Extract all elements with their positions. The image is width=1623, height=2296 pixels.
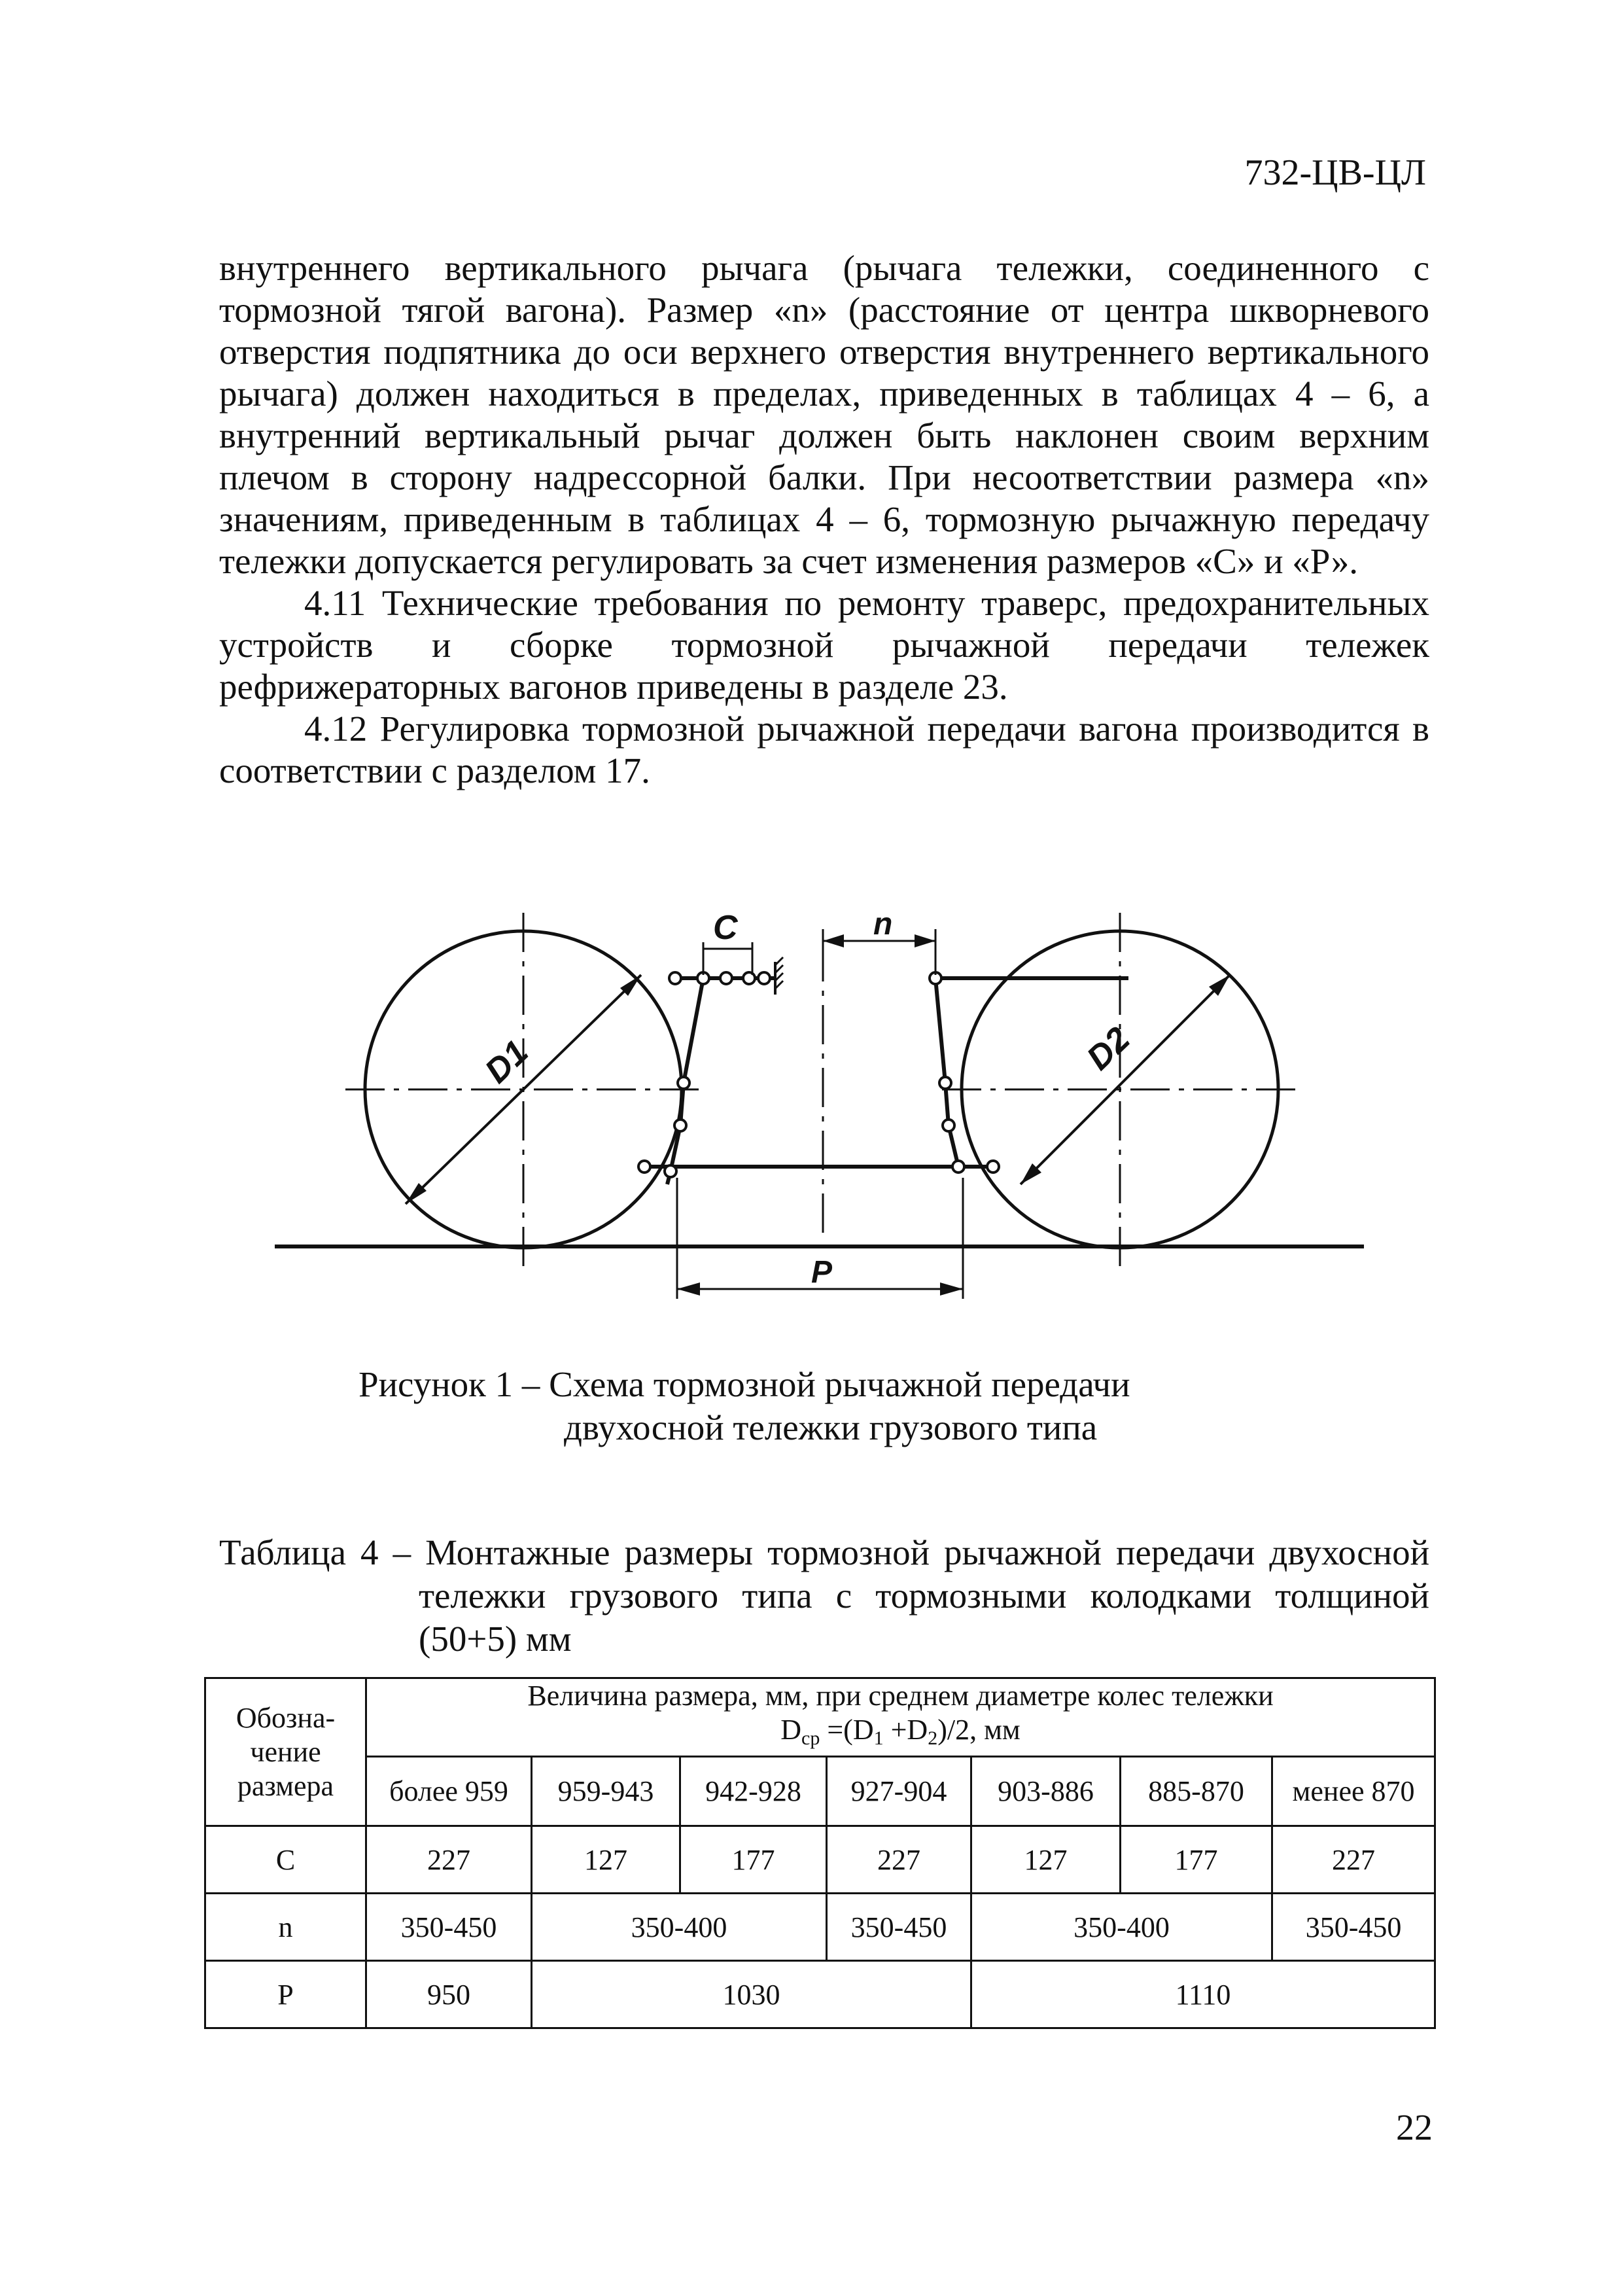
table-title-line-1: Таблица 4 – Монтажные размеры тормозной рычажной передачи двухосной	[219, 1532, 1429, 1572]
table-cell: 350-400	[971, 1894, 1272, 1961]
text-line: тормозной тягой вагона). Размер «n» (расстояние от центра шкворневого	[219, 290, 1429, 330]
figure-caption-line-2: двухосной тележки грузового типа	[564, 1407, 1098, 1447]
table-row-c	[205, 1826, 1435, 1894]
text-line: отверстия подпятника до оси верхнего отверстия внутреннего вертикального	[219, 332, 1429, 372]
header-value-text: Величина размера, мм, при среднем диаметре колес тележки	[527, 1680, 1274, 1712]
diameter-range-cell: 885-870	[1121, 1757, 1272, 1826]
text-line: внутреннего вертикального рычага (рычага тележки, соединенного с	[219, 248, 1429, 288]
diameter-d2-line	[1021, 975, 1230, 1184]
table-cell: 127	[532, 1826, 680, 1894]
table-cell: 950	[366, 1961, 532, 2028]
header-designation: Обозна-чение размера	[205, 1678, 366, 1826]
text-line: 4.12 Регулировка тормозной рычажной передачи вагона производится в	[304, 709, 1429, 749]
label-n: n	[873, 907, 893, 942]
document-code: 732-ЦВ-ЦЛ	[1244, 152, 1426, 193]
text-line: 4.11 Технические требования по ремонту траверс, предохранительных	[304, 583, 1429, 623]
table-cell: 1030	[532, 1961, 971, 2028]
mounting-dimensions-table	[204, 1677, 1436, 2029]
row-label: n	[205, 1894, 366, 1961]
diameter-range-cell: 942-928	[680, 1757, 827, 1826]
table-cell: 1110	[971, 1961, 1435, 2028]
text-line: рефрижераторных вагонов приведены в разделе 23.	[219, 667, 1008, 707]
diameter-range-cell: более 959	[366, 1757, 532, 1826]
text-line: устройств и сборке тормозной рычажной передачи тележек	[219, 625, 1429, 665]
text-line: соответствии с разделом 17.	[219, 751, 650, 790]
paragraph-1	[219, 247, 1429, 582]
text-line: внутренний вертикальный рычаг должен быть наклонен своим верхним	[219, 415, 1429, 455]
table-cell: 227	[1272, 1826, 1435, 1894]
table-cell: 350-450	[827, 1894, 971, 1961]
row-label: Р	[205, 1961, 366, 2028]
label-p: P	[811, 1255, 833, 1290]
text-line: рычага) должен находиться в пределах, приведенных в таблицах 4 – 6, а	[219, 374, 1429, 414]
label-d2: D2	[1079, 1019, 1138, 1078]
table-cell: 227	[366, 1826, 532, 1894]
table-cell: 177	[680, 1826, 827, 1894]
page-number: 22	[1396, 2108, 1433, 2148]
table-cell: 350-450	[366, 1894, 532, 1961]
table-cell: 177	[1121, 1826, 1272, 1894]
diameter-range-cell: 927-904	[827, 1757, 971, 1826]
label-d1: D1	[478, 1033, 536, 1091]
diameter-range-cell: 903-886	[971, 1757, 1121, 1826]
label-c: C	[713, 909, 738, 947]
text-line: значениям, приведенным в таблицах 4 – 6, тормозную рычажную передачу	[219, 499, 1429, 539]
table-cell: 350-400	[532, 1894, 827, 1961]
table-title-line-2: тележки грузового типа с тормозными колодками толщиной	[419, 1576, 1429, 1616]
header-value-formula: $D_{ср} =(D_1 +D_2)/2$, мм	[780, 1714, 1021, 1749]
text-line: тележки допускается регулировать за счет изменения размеров «С» и «Р».	[219, 541, 1358, 581]
brake-linkage-diagram	[262, 870, 1374, 1328]
paragraph-2	[219, 582, 1429, 708]
table-row-p	[205, 1961, 1435, 2028]
table-cell: 350-450	[1272, 1894, 1435, 1961]
table-row-n	[205, 1894, 1435, 1961]
paragraph-3	[219, 708, 1429, 792]
table-cell: 127	[971, 1826, 1121, 1894]
diameter-range-cell: менее 870	[1272, 1757, 1435, 1826]
row-label: С	[205, 1826, 366, 1894]
figure-caption-line-1: Рисунок 1 – Схема тормозной рычажной передачи	[358, 1364, 1130, 1404]
right-vertical-lever	[935, 978, 958, 1167]
left-vertical-lever	[671, 978, 703, 1171]
table-cell: 227	[827, 1826, 971, 1894]
diameter-range-cell: 959-943	[532, 1757, 680, 1826]
text-line: плечом в сторону надрессорной балки. При несоответствии размера «n»	[219, 457, 1429, 497]
table-title-line-3: (50+5) мм	[419, 1619, 572, 1659]
header-value	[366, 1678, 1435, 1757]
